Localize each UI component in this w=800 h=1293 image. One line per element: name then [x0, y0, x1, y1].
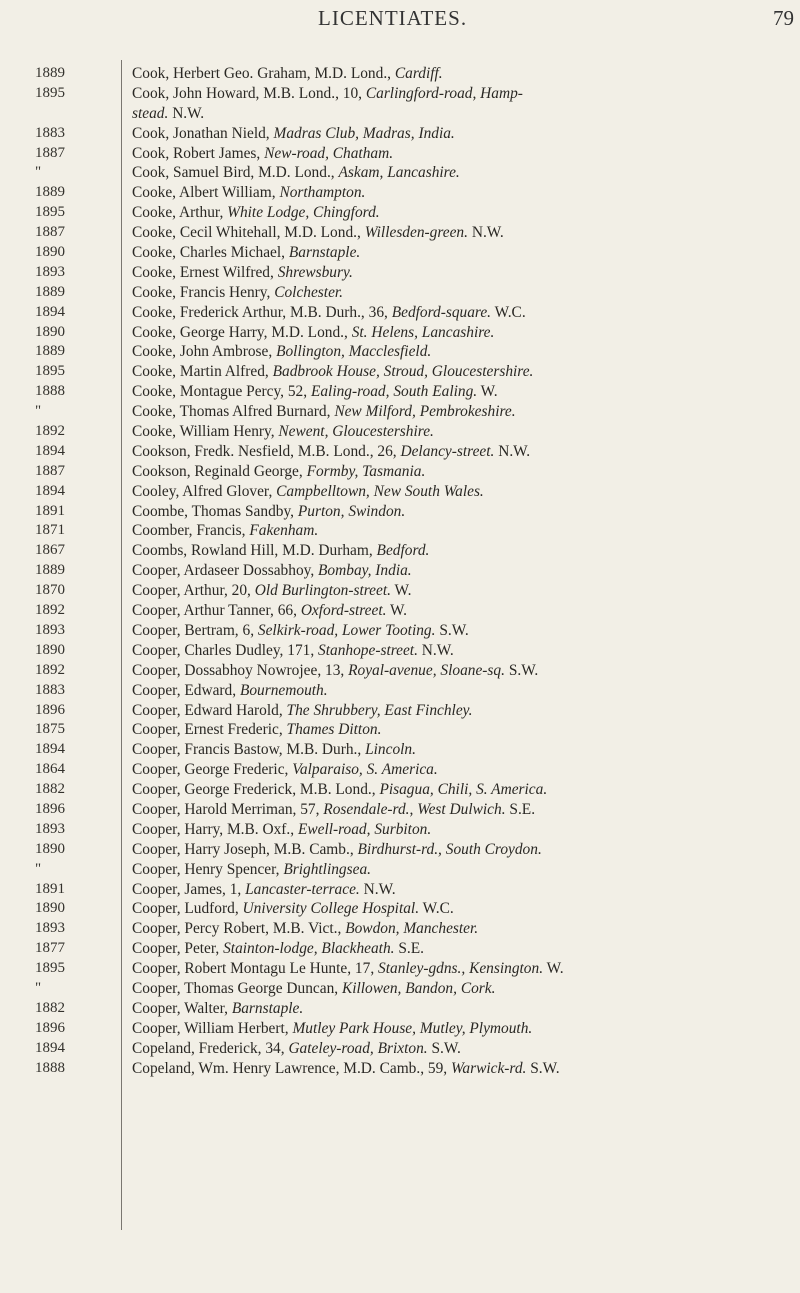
entry-address: Royal-avenue, Sloane-sq. [348, 661, 505, 679]
entry-address: Bowdon, Manchester. [345, 920, 479, 938]
entry-year: 1890 [35, 641, 65, 658]
licentiate-entry [132, 283, 800, 303]
entry-year: " [35, 979, 42, 996]
licentiate-entry [132, 800, 800, 820]
licentiate-entry [132, 342, 800, 362]
entry-name: Cooke, Albert William, [132, 184, 280, 202]
postal-district: W.C. [491, 303, 526, 321]
entry-year: 1890 [35, 244, 65, 261]
entry-address: University College Hospital. [242, 900, 420, 918]
licentiate-entry [132, 601, 800, 621]
entry-name: Cook, Jonathan Nield, [132, 124, 274, 142]
entry-address: Birdhurst-rd., South Croydon. [357, 840, 542, 858]
licentiate-entry [132, 860, 800, 880]
entry-name: Cooper, Edward, [132, 681, 240, 699]
entry-name: Cooper, Charles Dudley, 171, [132, 641, 319, 659]
entry-address: Valparaiso, S. America. [292, 761, 438, 779]
entry-address: Killowen, Bandon, Cork. [341, 979, 496, 997]
entry-address: Bombay, India. [318, 562, 412, 580]
entry-name: Cooper, George Frederick, M.B. Lond., [132, 781, 380, 799]
postal-district: N.W. [168, 104, 205, 122]
entry-address: Bollington, Macclesfield. [276, 343, 432, 361]
entry-name: Cooper, Ardaseer Dossabhoy, [132, 562, 319, 580]
entry-name: Cooper, Arthur Tanner, 66, [132, 602, 301, 620]
entry-column [132, 64, 800, 1078]
licentiate-entry [132, 223, 800, 243]
entry-address: Bedford. [376, 542, 430, 560]
postal-district: N.W. [467, 224, 504, 242]
licentiate-entry [132, 939, 800, 959]
entry-address: Purton, Swindon. [297, 502, 406, 520]
postal-district: S.W. [526, 1059, 560, 1077]
postal-district: S.W. [435, 621, 469, 639]
licentiate-entry [132, 681, 800, 701]
licentiate-entry [132, 521, 800, 541]
licentiate-entry [132, 163, 800, 183]
postal-district: S.E. [505, 800, 536, 818]
entry-year: 1888 [35, 1059, 65, 1076]
entry-year: 1893 [35, 263, 65, 280]
entry-name: Cook, Robert James, [132, 144, 265, 162]
entry-address: Askam, Lancashire. [338, 164, 460, 182]
entry-address: Rosendale-rd., West Dulwich. [323, 800, 506, 818]
entry-year: 1875 [35, 721, 65, 738]
entry-year: 1895 [35, 960, 65, 977]
entry-name: Cooper, Edward Harold, [132, 701, 287, 719]
entry-year: 1887 [35, 462, 65, 479]
licentiate-entry [132, 701, 800, 721]
entry-name: Cooper, Harold Merriman, 57, [132, 800, 324, 818]
licentiate-entry [132, 482, 800, 502]
licentiate-entry [132, 382, 800, 402]
entry-year: 1893 [35, 621, 65, 638]
entry-name: Cooper, Ernest Frederic, [132, 721, 287, 739]
licentiate-entry [132, 124, 800, 144]
postal-district: S.E. [394, 940, 425, 958]
entry-name: Coomber, Francis, [132, 522, 250, 540]
entry-year: 1892 [35, 602, 65, 619]
entry-year: 1871 [35, 522, 65, 539]
licentiate-entry [132, 502, 800, 522]
entry-name: Cooper, Ludford, [132, 900, 243, 918]
entry-name: Cooper, Harry Joseph, M.B. Camb., [132, 840, 358, 858]
entry-year: 1896 [35, 800, 65, 817]
entry-address: Thames Ditton. [286, 721, 382, 739]
entry-name: Cookson, Reginald George, [132, 462, 307, 480]
entry-year: 1889 [35, 184, 65, 201]
page-number: 79 [773, 6, 794, 30]
entry-name: Coombe, Thomas Sandby, [132, 502, 298, 520]
entry-address: Campbelltown, New South Wales. [276, 482, 484, 500]
column-divider [121, 60, 122, 1230]
entry-name: Cooke, Arthur, [132, 204, 228, 222]
entry-name: Cooper, Thomas George Duncan, [132, 979, 342, 997]
licentiate-entry [132, 999, 800, 1019]
postal-district: W. [390, 582, 412, 600]
entry-address: White Lodge, Chingford. [227, 204, 380, 222]
entry-name: Cooper, Francis Bastow, M.B. Durh., [132, 741, 366, 759]
entry-address: Colchester. [274, 283, 344, 301]
licentiate-entry [132, 959, 800, 979]
licentiate-entry [132, 104, 800, 124]
licentiate-entry [132, 919, 800, 939]
licentiate-entry [132, 64, 800, 84]
entry-year: 1896 [35, 1019, 65, 1036]
entry-address: Newent, Gloucestershire. [278, 423, 434, 441]
entry-year: 1891 [35, 880, 65, 897]
entry-address: Northampton. [279, 184, 366, 202]
licentiate-entry [132, 740, 800, 760]
entry-name: Cooper, William Herbert, [132, 1019, 293, 1037]
entry-name: Cooper, Robert Montagu Le Hunte, 17, [132, 960, 379, 978]
entry-address: Madras Club, Madras, India. [273, 124, 455, 142]
licentiate-entry [132, 183, 800, 203]
licentiate-entry [132, 243, 800, 263]
postal-district: W. [477, 383, 498, 401]
entry-address: Mutley Park House, Mutley, Plymouth. [292, 1019, 533, 1037]
licentiate-entry [132, 780, 800, 800]
entry-name: Cooper, Dossabhoy Nowrojee, 13, [132, 661, 349, 679]
entry-name: Cooper, Peter, [132, 940, 224, 958]
entry-year: 1895 [35, 204, 65, 221]
entry-name: Cooper, Percy Robert, M.B. Vict., [132, 920, 346, 938]
entry-year: 1883 [35, 681, 65, 698]
entry-address: Willesden-green. [364, 224, 468, 242]
entry-address: Brightlingsea. [283, 860, 371, 878]
entry-address: Oxford-street. [300, 602, 387, 620]
entry-name: Cooke, Frederick Arthur, M.B. Durh., 36, [132, 303, 392, 321]
page-header [0, 2, 800, 42]
entry-address: Gateley-road, Brixton. [288, 1039, 428, 1057]
entry-address: Formby, Tasmania. [306, 462, 426, 480]
entry-address: Stanhope-street. [318, 641, 418, 659]
entry-address: Carlingford-road, Hamp- [365, 84, 523, 102]
licentiate-entry [132, 422, 800, 442]
licentiate-entry [132, 1019, 800, 1039]
entry-address: Ealing-road, South Ealing. [310, 383, 478, 401]
entry-address: Bournemouth. [239, 681, 328, 699]
licentiate-entry [132, 203, 800, 223]
postal-district: W. [386, 602, 407, 620]
entry-address: The Shrubbery, East Finchley. [286, 701, 473, 719]
licentiate-entry [132, 840, 800, 860]
entry-year: " [35, 860, 42, 877]
postal-district: W. [543, 960, 564, 978]
entry-year: 1893 [35, 920, 65, 937]
entry-name: Coombs, Rowland Hill, M.D. Durham, [132, 542, 377, 560]
entry-year [35, 104, 115, 124]
entry-year: 1867 [35, 542, 65, 559]
licentiate-entry [132, 462, 800, 482]
licentiate-entry [132, 303, 800, 323]
entry-address: Old Burlington-street. [254, 582, 391, 600]
entry-name: Cooke, William Henry, [132, 423, 279, 441]
entry-address: Barnstaple. [288, 244, 361, 262]
licentiate-entry [132, 979, 800, 999]
entry-name: Cooke, Charles Michael, [132, 244, 289, 262]
entry-year: 1890 [35, 900, 65, 917]
entry-year: 1893 [35, 820, 65, 837]
entry-year: 1887 [35, 224, 65, 241]
entry-year: 1882 [35, 781, 65, 798]
licentiate-entry [132, 323, 800, 343]
year-column [35, 64, 115, 1078]
entry-name: Cooper, Arthur, 20, [132, 582, 255, 600]
licentiate-entry [132, 760, 800, 780]
licentiate-entry [132, 362, 800, 382]
entry-name: Cooper, Bertram, 6, [132, 621, 258, 639]
entry-address: Delancy-street. [400, 442, 495, 460]
licentiate-entry [132, 541, 800, 561]
postal-district: S.W. [504, 661, 539, 679]
licentiate-entry [132, 899, 800, 919]
entry-address: Cardiff. [394, 65, 443, 82]
licentiate-entry [132, 581, 800, 601]
entry-year: 1894 [35, 442, 65, 459]
entry-year: 1864 [35, 761, 65, 778]
entry-year: " [35, 403, 42, 420]
entry-name: Cooper, James, 1, [132, 880, 246, 898]
entry-year: 1895 [35, 84, 65, 101]
entry-address: Stanley-gdns., Kensington. [378, 960, 544, 978]
entry-year: 1888 [35, 383, 65, 400]
entry-address: Bedford-square. [391, 303, 492, 321]
entry-name: Cook, Herbert Geo. Graham, M.D. Lond., [132, 65, 395, 82]
entry-name: Cooper, Walter, [132, 999, 232, 1017]
entry-year: 1890 [35, 840, 65, 857]
entry-address: Stainton-lodge, Blackheath. [223, 940, 395, 958]
entry-address: Lancaster-terrace. [245, 880, 360, 898]
entry-name: Copeland, Frederick, 34, [132, 1039, 289, 1057]
entry-year: 1892 [35, 661, 65, 678]
entry-name: Cooke, John Ambrose, [132, 343, 277, 361]
entry-year: 1891 [35, 502, 65, 519]
entry-address: Ewell-road, Surbiton. [297, 820, 432, 838]
entry-address: Selkirk-road, Lower Tooting. [257, 621, 436, 639]
entry-name: Cooke, Cecil Whitehall, M.D. Lond., [132, 224, 365, 242]
entry-name: Cooke, Montague Percy, 52, [132, 383, 311, 401]
entry-year: 1889 [35, 562, 65, 579]
entry-name: Cooke, Ernest Wilfred, [132, 263, 278, 281]
licentiate-entry [132, 661, 800, 681]
entry-year: 1890 [35, 323, 65, 340]
licentiate-entry [132, 1039, 800, 1059]
entry-name: Cooper, Henry Spencer, [132, 860, 284, 878]
entry-year: 1887 [35, 144, 65, 161]
entry-address: Shrewsbury. [277, 263, 353, 281]
postal-district: S.W. [427, 1039, 461, 1057]
licentiate-entry [132, 402, 800, 422]
entry-year: 1894 [35, 303, 65, 320]
entry-year: 1894 [35, 1039, 65, 1056]
entry-name: Cooper, Harry, M.B. Oxf., [132, 820, 298, 838]
entry-address: Barnstaple. [231, 999, 304, 1017]
entry-name: Cook, John Howard, M.B. Lond., 10, [132, 84, 366, 102]
entry-year: 1896 [35, 701, 65, 718]
postal-district: N.W. [494, 442, 531, 460]
entry-address: Warwick-rd. [451, 1059, 527, 1077]
entry-name: Cooley, Alfred Glover, [132, 482, 277, 500]
entry-name: Cookson, Fredk. Nesfield, M.B. Lond., 26, [132, 442, 401, 460]
licentiate-entry [132, 263, 800, 283]
entry-year: 1877 [35, 940, 65, 957]
postal-district: W.C. [419, 900, 454, 918]
entry-name: Cook, Samuel Bird, M.D. Lond., [132, 164, 339, 182]
entry-year: 1889 [35, 65, 65, 81]
entry-year: 1882 [35, 999, 65, 1016]
licentiate-entry [132, 1059, 800, 1079]
licentiate-entry [132, 84, 800, 104]
entry-year: 1895 [35, 363, 65, 380]
licentiate-entry [132, 144, 800, 164]
entry-address: Fakenham. [249, 522, 319, 540]
entry-name: Cooke, Martin Alfred, [132, 363, 273, 381]
postal-district: N.W. [359, 880, 396, 898]
entry-address: Lincoln. [365, 741, 416, 759]
entry-name: Cooke, George Harry, M.D. Lond., [132, 323, 352, 341]
entry-address: St. Helens, Lancashire. [351, 323, 495, 341]
postal-district: N.W. [417, 641, 454, 659]
entry-address: New-road, Chatham. [264, 144, 394, 162]
licentiate-entry [132, 880, 800, 900]
licentiate-entry [132, 621, 800, 641]
licentiate-entry [132, 720, 800, 740]
licentiate-entry [132, 442, 800, 462]
entry-year: " [35, 164, 42, 181]
entry-year: 1889 [35, 283, 65, 300]
entry-name: Cooke, Thomas Alfred Burnard, [132, 403, 335, 421]
licentiate-entry [132, 561, 800, 581]
entry-year: 1892 [35, 423, 65, 440]
entry-year: 1889 [35, 343, 65, 360]
entry-name: Cooke, Francis Henry, [132, 283, 275, 301]
entry-year: 1883 [35, 124, 65, 141]
entry-year: 1894 [35, 741, 65, 758]
entry-address: stead. [132, 104, 169, 122]
entry-name: Copeland, Wm. Henry Lawrence, M.D. Camb., 59, [132, 1059, 451, 1077]
entry-year: 1870 [35, 582, 65, 599]
entry-address: Badbrook House, Stroud, Gloucestershire. [272, 363, 534, 381]
entry-name: Cooper, George Frederic, [132, 761, 293, 779]
entry-address: Pisagua, Chili, S. America. [379, 781, 548, 799]
entry-year: 1894 [35, 482, 65, 499]
licentiate-entry [132, 820, 800, 840]
licentiate-entry [132, 641, 800, 661]
running-title: LICENTIATES. [318, 6, 468, 30]
entry-address: New Milford, Pembrokeshire. [334, 403, 516, 421]
